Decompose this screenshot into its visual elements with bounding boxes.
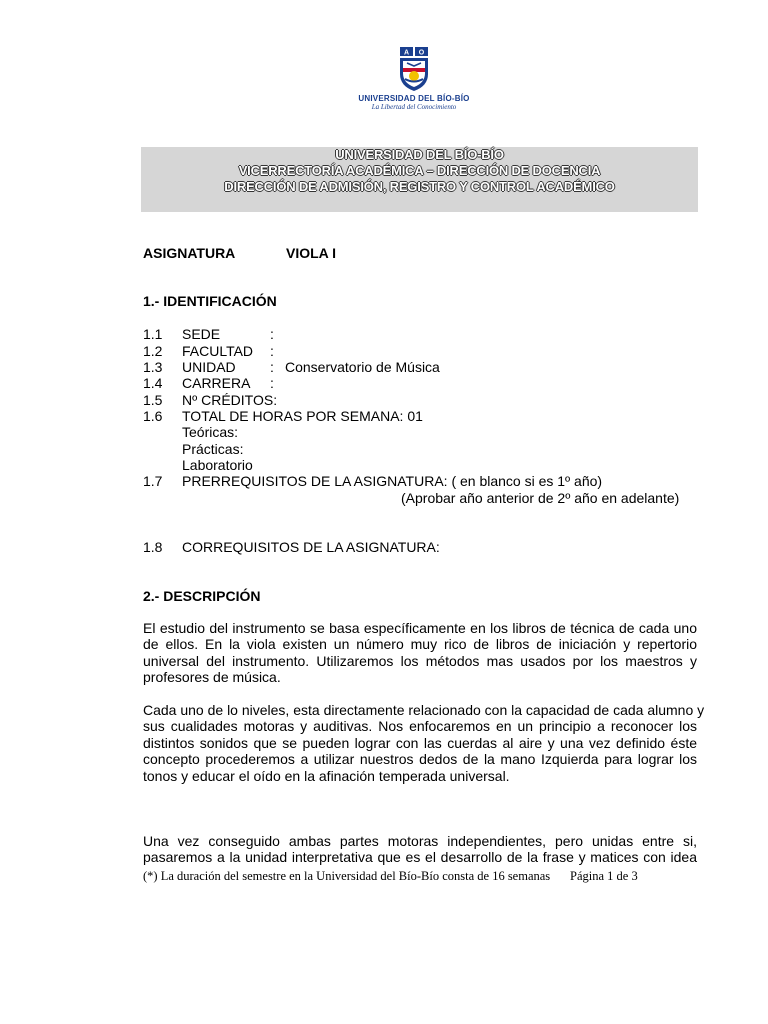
svg-text:A: A — [403, 49, 410, 57]
row-label-carrera: CARRERA — [182, 375, 251, 391]
paragraph-line: Cada uno de lo niveles, esta directamente relacionado con la capacidad de cada alumno y — [143, 702, 705, 718]
description-paragraph-3 — [143, 833, 697, 866]
row-label-facultad: FACULTAD — [182, 343, 254, 359]
header-line-vicerrectoria: VICERRECTORÍA ACADÉMICA – DIRECCIÓN DE DOCENCIA — [238, 163, 601, 178]
footer-note: (*) La duración del semestre en la Universidad del Bío-Bío consta de 16 semanas — [143, 869, 551, 883]
description-paragraph-1 — [143, 620, 697, 686]
hours-practicas: Prácticas: — [182, 441, 244, 457]
row-label-unidad: UNIDAD — [182, 359, 236, 375]
row-colon: : — [270, 375, 274, 391]
svg-text:O: O — [418, 49, 425, 57]
paragraph-line: Una vez conseguido ambas partes motoras independientes, pero unidas entre si, — [143, 833, 697, 849]
paragraph-line: concepto procederemos a utilizar nuestros dedos de la mano Izquierda para lograr los — [143, 751, 697, 768]
row-num: 1.8 — [143, 539, 163, 555]
description-paragraph-2 — [143, 702, 705, 784]
row-num: 1.7 — [143, 473, 163, 489]
page-number: Página 1 de 3 — [570, 869, 638, 883]
paragraph-line: profesores de música. — [143, 669, 281, 686]
paragraph-line: de ellos. En la viola existen un número muy rico de libros de iniciación y repertorio — [143, 636, 697, 653]
row-num: 1.3 — [143, 359, 163, 375]
paragraph-line: universal del instrumento. Utilizaremos los métodos mas usados por los maestros y — [143, 652, 697, 669]
row-colon: : — [270, 326, 274, 342]
header-band — [141, 147, 698, 212]
row-num: 1.5 — [143, 392, 163, 408]
row-label-creditos: Nº CRÉDITOS: — [182, 392, 278, 408]
paragraph-line: distintos sonidos que se pueden lograr con las cuerdas al aire y una vez definido éste — [143, 734, 697, 751]
university-crest-icon — [397, 46, 431, 92]
logo-motto: La Libertad del Conocimiento — [371, 103, 457, 111]
prerequisites-label: PRERREQUISITOS DE LA ASIGNATURA: ( en blanco si es 1º año) — [182, 473, 603, 489]
corequisites-label: CORREQUISITOS DE LA ASIGNATURA: — [182, 539, 440, 555]
hours-teoricas: Teóricas: — [182, 424, 239, 440]
hours-laboratorio: Laboratorio — [182, 457, 253, 473]
row-value-unidad: Conservatorio de Música — [285, 359, 440, 375]
subject-label: ASIGNATURA — [143, 245, 236, 261]
row-colon: : — [270, 343, 274, 359]
row-label-sede: SEDE — [182, 326, 221, 342]
row-num: 1.2 — [143, 343, 163, 359]
section-descripcion-title: 2.- DESCRIPCIÓN — [143, 588, 261, 604]
row-num: 1.6 — [143, 408, 163, 424]
paragraph-line: tonos y educar el oído en la afinación temperada universal. — [143, 767, 510, 784]
university-logo — [352, 46, 476, 124]
paragraph-line: El estudio del instrumento se basa específicamente en los libros de técnica de cada uno — [143, 620, 697, 636]
header-line-university: UNIVERSIDAD DEL BÍO-BÍO — [335, 147, 504, 162]
paragraph-line: pasaremos a la unidad interpretativa que es el desarrollo de la frase y matices con idea — [143, 849, 697, 866]
row-num: 1.1 — [143, 326, 163, 342]
logo-university-name: UNIVERSIDAD DEL BÍO-BÍO — [358, 94, 470, 103]
row-colon: : — [270, 359, 274, 375]
row-label-horas: TOTAL DE HORAS POR SEMANA: 01 — [182, 408, 423, 424]
row-num: 1.4 — [143, 375, 163, 391]
header-line-direccion: DIRECCIÓN DE ADMISIÓN, REGISTRO Y CONTROL ACADÉMICO — [224, 179, 615, 194]
prerequisites-note: (Aprobar año anterior de 2º año en adelante) — [401, 490, 680, 506]
paragraph-line: sus cualidades motoras y auditivas. Nos enfocaremos en un principio a reconocer los — [143, 718, 697, 735]
subject-value: VIOLA I — [286, 245, 337, 261]
section-identificacion-title: 1.- IDENTIFICACIÓN — [143, 293, 277, 309]
